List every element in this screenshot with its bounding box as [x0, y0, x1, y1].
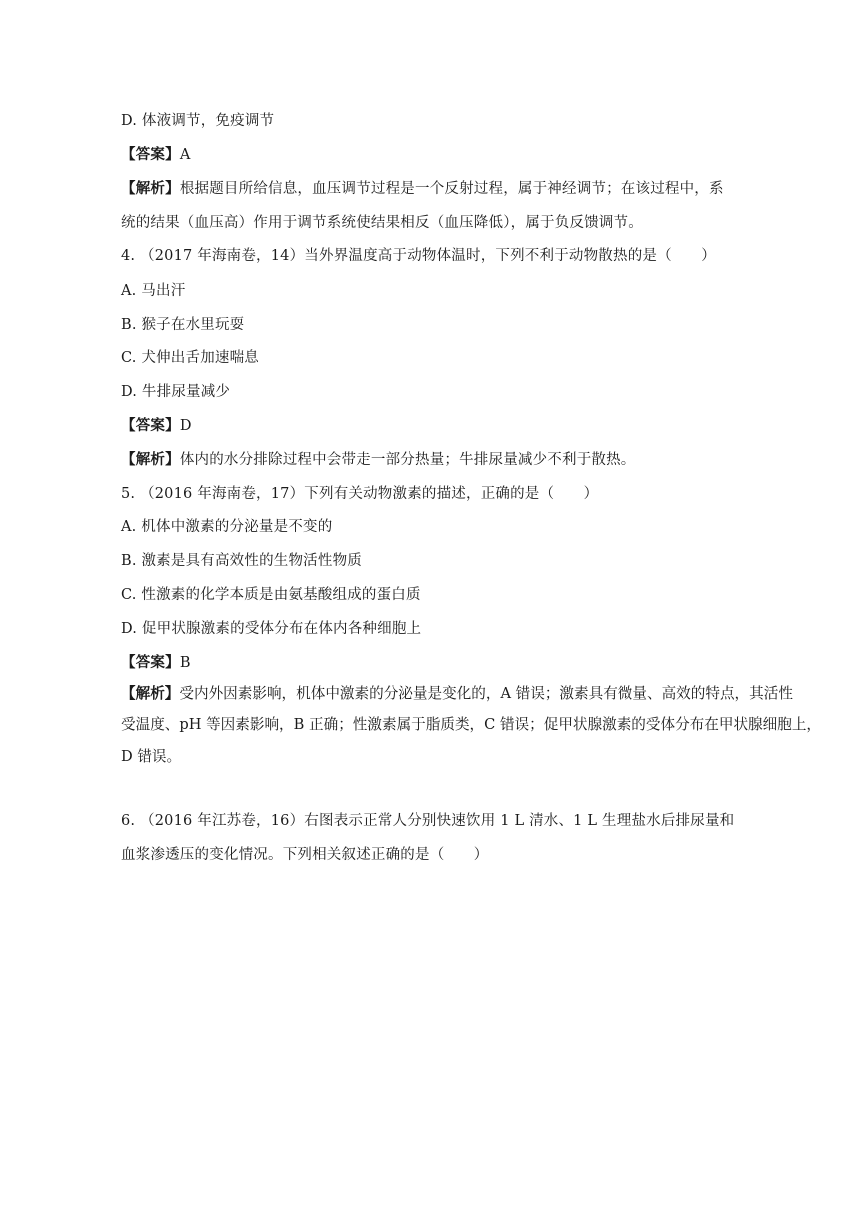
q4-stem: 4. （2017 年海南卷，14）当外界温度高于动物体温时，下列不利于动物散热的是（ ）	[121, 248, 716, 264]
answer-value: A	[179, 147, 191, 163]
q5-analysis-line-2: 受温度、pH 等因素影响，B 正确；性激素属于脂质类，C 错误；促甲状腺激素的受体分布在甲状腺细胞上，	[121, 716, 822, 733]
answer-tag: 【答案】	[121, 417, 180, 434]
q5-stem: 5. （2016 年海南卷，17）下列有关动物激素的描述，正确的是（ ）	[121, 486, 599, 502]
answer-value: B	[179, 655, 191, 671]
answer-tag: 【答案】	[121, 654, 180, 671]
q5-analysis-line-3: D 错误。	[121, 748, 182, 765]
q5-option-a: A. 机体中激素的分泌量是不变的	[121, 519, 333, 535]
q5-analysis-line-1	[121, 684, 841, 704]
analysis-tag: 【解析】	[121, 685, 180, 702]
answer-value: D	[179, 418, 192, 434]
q5-option-b: B. 激素是具有高效性的生物活性物质	[121, 553, 362, 569]
q4-option-d: D. 牛排尿量减少	[121, 384, 231, 400]
q3-analysis-line-1	[121, 179, 724, 199]
q4-option-c: C. 犬伸出舌加速喘息	[121, 350, 259, 366]
analysis-tag: 【解析】	[121, 451, 180, 468]
q5-option-d: D. 促甲状腺激素的受体分布在体内各种细胞上	[121, 621, 422, 637]
q3-analysis-line-2: 统的结果（血压高）作用于调节系统使结果相反（血压降低），属于负反馈调节。	[121, 215, 643, 231]
q6-stem-line-2: 血浆渗透压的变化情况。下列相关叙述正确的是（ ）	[121, 847, 489, 863]
analysis-tag: 【解析】	[121, 180, 180, 197]
q4-option-a: A. 马出汗	[121, 283, 186, 299]
q3-option-d: D. 体液调节，免疫调节	[121, 113, 275, 129]
answer-tag: 【答案】	[121, 146, 180, 163]
q4-answer	[121, 416, 192, 436]
analysis-text: 根据题目所给信息，血压调节过程是一个反射过程，属于神经调节；在该过程中，系	[179, 181, 724, 197]
q5-answer	[121, 653, 191, 673]
analysis-text: 受内外因素影响，机体中激素的分泌量是变化的，A 错误；激素具有微量、高效的特点，其活性	[179, 685, 793, 702]
q3-answer	[121, 145, 190, 165]
q4-option-b: B. 猴子在水里玩耍	[121, 317, 245, 333]
analysis-text: 体内的水分排除过程中会带走一部分热量；牛排尿量减少不利于散热。	[179, 452, 636, 468]
q6-stem-line-1: 6. （2016 年江苏卷，16）右图表示正常人分别快速饮用 1 L 清水、1 L 生理盐水后排尿量和	[121, 813, 735, 829]
q4-analysis	[121, 450, 636, 470]
q5-option-c: C. 性激素的化学本质是由氨基酸组成的蛋白质	[121, 587, 421, 603]
